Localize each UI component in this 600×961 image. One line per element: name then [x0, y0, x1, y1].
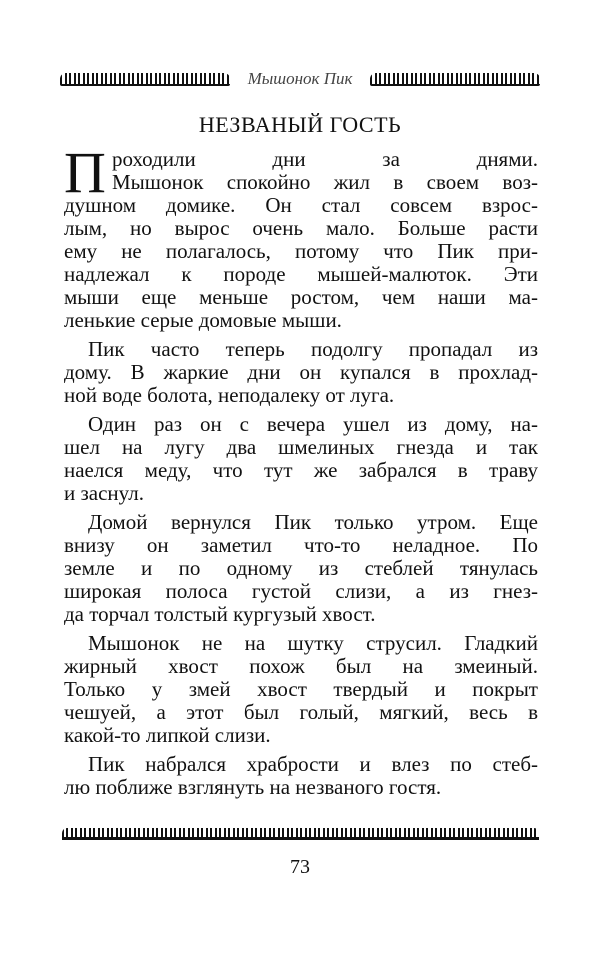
text-line: ему не полагалось, потому что Пик при-	[64, 239, 538, 263]
text-line: ленькие серые домовые мыши.	[64, 308, 342, 332]
text-line: и заснул.	[64, 481, 144, 505]
text-line: роходили дни за днями.	[112, 147, 538, 171]
text-line: да торчал толстый кургузый хвост.	[64, 602, 376, 626]
text-line: Пик часто теперь подолгу пропадал из	[88, 337, 538, 361]
text-line: Пик набрался храбрости и влез по стеб-	[88, 752, 538, 776]
running-head	[60, 68, 540, 90]
text-line: Только у змей хвост твердый и покрыт	[64, 677, 538, 701]
text-line: наелся меду, что тут же забрался в траву	[64, 458, 538, 482]
paragraph	[64, 511, 538, 626]
text-line: дому. В жаркие дни он купался в прохлад-	[64, 360, 538, 384]
paragraph	[64, 413, 538, 505]
paragraph	[64, 338, 538, 407]
paragraph	[64, 753, 538, 799]
text-line: жирный хвост похож был на змеиный.	[64, 654, 538, 678]
text-line: душном домике. Он стал совсем взрос-	[64, 193, 538, 217]
body-text	[64, 140, 538, 805]
text-line: шел на лугу два шмелиных гнезда и так	[64, 435, 538, 459]
text-line: Домой вернулся Пик только утром. Еще	[88, 510, 538, 534]
ornament-right	[370, 73, 540, 86]
text-line: широкая полоса густой слизи, а из гнез-	[64, 579, 538, 603]
text-line: лым, но вырос очень мало. Больше расти	[64, 216, 538, 240]
text-line: Мышонок не на шутку струсил. Гладкий	[88, 631, 538, 655]
drop-cap: П	[64, 140, 106, 205]
ornament-left	[60, 73, 230, 86]
chapter-title: НЕЗВАНЫЙ ГОСТЬ	[198, 112, 402, 137]
text-line: Один раз он с вечера ушел из дому, на-	[88, 412, 538, 436]
text-line: какой-то липкой слизи.	[64, 723, 271, 747]
text-line: надлежал к породе мышей-малюток. Эти	[64, 262, 538, 286]
text-line: Мышонок спокойно жил в своем воз-	[112, 170, 538, 194]
text-line: ной воде болота, неподалеку от луга.	[64, 383, 395, 407]
ornament-bottom	[62, 828, 539, 840]
text-line: мыши еще меньше ростом, чем наши ма-	[64, 285, 538, 309]
paragraph	[64, 140, 538, 332]
page-number: 73	[290, 856, 310, 878]
text-line: земле и по одному из стеблей тянулась	[64, 556, 538, 580]
paragraph	[64, 632, 538, 747]
text-line: лю поближе взглянуть на незваного гостя.	[64, 775, 442, 799]
text-line: чешуей, а этот был голый, мягкий, весь в	[64, 700, 538, 724]
running-head-title: Мышонок Пик	[247, 69, 353, 88]
text-line: внизу он заметил что-то неладное. По	[64, 533, 538, 557]
